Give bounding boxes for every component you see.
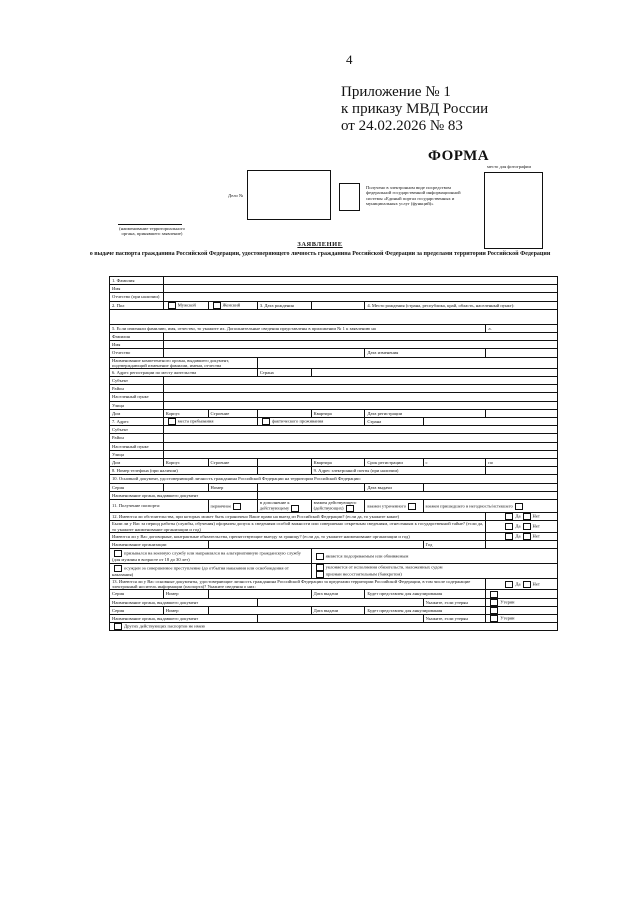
pass1-status-label: Будет представлен для аннулирования [365,590,486,598]
old-patronymic-label: Отчество [110,349,164,357]
dob-input[interactable] [311,301,365,309]
epgu-note: Получено в электронном виде посредством федеральной государственной информационной системы «Единый портал государственных и муниципальных услуг (функций)» [366,185,461,207]
purpose-unused-checkbox[interactable] [408,503,416,510]
patronymic-input[interactable] [163,293,557,301]
purpose-first: первичное [210,503,232,509]
secret-no-checkbox[interactable] [523,523,531,530]
change-date-label: Дата изменения [365,349,486,357]
stay-district-input[interactable] [163,434,557,442]
actual-option: фактического проживания [271,418,324,424]
photo-placeholder [484,172,543,249]
form-label: ФОРМА [428,148,490,164]
stay-subject-label: Субъект [110,426,164,434]
stay-street-row [110,450,558,458]
passports-label: 13. Имеются ли у Вас основные документы, удостоверяющие личность гражданина Российской Федерации за пределами территории Российской Федерации, в том числе содержащие электронный носитель информации (паспорта)? Укажите сведения о них: [110,579,486,590]
pass1-lost-checkbox[interactable] [490,599,498,606]
id-date-label: Дата выдачи [365,483,423,491]
reg-to-label: по [486,458,558,466]
female-label: Женский [222,302,241,308]
surname-label: 1. Фамилия [110,277,164,285]
res-subject-input[interactable] [163,377,557,385]
pass1-lost-q: Укажите, если утерян [423,598,486,606]
change-date-input[interactable] [486,349,558,357]
stay-house-label: Дом [110,458,164,466]
pass1-row [110,590,558,598]
registration-stamp-box [247,170,331,220]
secret-yes-checkbox[interactable] [505,523,513,530]
id-issuer-label: Наименование органа, выдавшего документ [110,491,258,499]
id-issuer-row [110,491,558,499]
epgu-checkbox[interactable] [339,183,360,211]
evasion-label: уклоняется от исполнения обязательств, наложенных судом [325,564,443,570]
pass2-number-input[interactable] [208,606,311,614]
page-number: 4 [346,52,353,67]
purpose-expired: взамен пришедшего в негодность/истекшего [425,503,513,509]
res-regdate-label: Дата регистрации [365,409,486,417]
residence-country-label: Страна [257,368,311,376]
stay-building-input[interactable] [257,458,311,466]
name-label: Имя [110,285,164,293]
sex-label: 2. Пол [110,301,164,309]
pass1-number-input[interactable] [208,590,311,598]
male-checkbox[interactable] [168,302,176,309]
surname-row [110,277,558,285]
organ-line [118,224,182,225]
contract-row [110,532,558,540]
res-street-row [110,401,558,409]
old-surname-label: Фамилия [110,332,164,340]
appendix-line-3: от 24.02.2026 № 83 [341,118,463,134]
contract-no-checkbox[interactable] [523,533,531,540]
pass1-lost-label: Утерян [500,599,515,605]
patronymic-row [110,293,558,301]
old-patronymic-input[interactable] [163,349,365,357]
res-subject-row [110,377,558,385]
org-input[interactable] [208,540,423,548]
pass2-issuer-row [110,615,558,623]
appendix-heading [341,84,488,135]
stay-korpus-label: Корпус [163,458,208,466]
convicted-label: осужден за совершенное преступление (до отбытия наказания или освобождения от наказания) [112,565,289,577]
army-label: призывался на военную службу или направлялся на альтернативную гражданскую службу (для мужчин в возрасте от 18 до 30 лет) [112,550,301,562]
email-label: 9. Адрес электронной почты (при наличии) [311,467,486,475]
photo-label: место для фотографии [487,164,531,169]
appendix-line-2: к приказу МВД России [341,101,489,117]
id-date-input[interactable] [423,483,557,491]
application-title: ЗАЯВЛЕНИЕ [297,241,343,248]
res-house-label: Дом [110,409,164,417]
circumstances-row-1 [110,549,558,564]
secret-label: Были ли у Вас за период работы (службы, обучения) оформлен допуск к сведениям особой важности или совершенно секретным сведениям, отнесенным к государственной тайне? (если да, то укажите наименование организации и год) [110,521,486,532]
id-series-input[interactable] [163,483,208,491]
purpose-expired-checkbox[interactable] [515,503,523,510]
id-doc-row [110,475,558,483]
restrictions-row [110,513,558,521]
pass1-issuer-label: Наименование органа, выдавшего документ [110,598,258,606]
id-number-label: Номер [208,483,257,491]
pass2-row [110,606,558,614]
stay-subject-row [110,426,558,434]
name-change-row [110,324,558,332]
passports-no-checkbox[interactable] [523,581,531,588]
court-checkbox[interactable] [316,553,324,560]
org-row [110,540,558,548]
id-number-input[interactable] [257,483,365,491]
stay-country-input[interactable] [423,418,557,426]
pass1-status-checkbox[interactable] [490,591,498,598]
reg-period-label: Срок регистрации [365,458,423,466]
stay-district-label: Район [110,434,164,442]
stay-house-row [110,458,558,466]
stay-building-label: Строение [208,458,257,466]
pass1-issuer-input[interactable] [257,598,423,606]
pass2-issuer-input[interactable] [257,615,423,623]
passports-no: Нет [532,581,540,587]
purpose-lost: взамен действующего (действующих) [313,499,357,511]
passports-row [110,579,558,590]
restrictions-no-checkbox[interactable] [523,513,531,520]
pass2-status-label: Будет представлен для аннулирования [365,606,486,614]
no-other-row [110,623,558,631]
res-locality-label: Населенный пункт [110,393,164,401]
name-row [110,285,558,293]
purpose-replace: в дополнение к действующему [259,499,290,511]
phone-input[interactable] [257,467,311,475]
sex-row [110,301,558,309]
passports-yes-checkbox[interactable] [505,581,513,588]
phone-label: 8. Номер телефона (при наличии) [110,467,258,475]
pass2-lost-q: Укажите, если утерян [423,615,486,623]
purpose-replace-checkbox[interactable] [291,505,299,512]
dob-label: 3. Дата рождения [257,301,311,309]
stay-locality-label: Населенный пункт [110,442,164,450]
stay-flat-label: Квартира [311,458,365,466]
stay-district-row [110,434,558,442]
stay-street-label: Улица [110,450,164,458]
stay-street-input[interactable] [163,450,557,458]
pass2-series-label: Серия [110,606,164,614]
res-district-input[interactable] [163,385,557,393]
name-change-sheets: л. [486,324,558,332]
convicted-checkbox[interactable] [114,565,122,572]
residence-label: 6. Адрес регистрации по месту жительства [110,368,258,376]
old-surname-input[interactable] [163,332,557,340]
id-issuer-input[interactable] [257,491,557,499]
bankrupt-checkbox[interactable] [316,571,324,578]
court-label: является подозреваемым или обвиняемым [325,553,409,559]
res-district-label: Район [110,385,164,393]
contacts-row [110,467,558,475]
male-label: Мужской [177,302,196,308]
contract-yes: Да [515,533,521,539]
year-input[interactable] [486,540,558,548]
pass1-number-label: Номер [163,590,208,598]
passports-yes: Да [515,581,521,587]
pob-label: 4. Место рождения (страна, республика, край, область, населенный пункт): [365,301,558,309]
res-locality-row [110,393,558,401]
pass2-issuer-label: Наименование органа, выдавшего документ [110,615,258,623]
change-organ-label: Наименование компетентного органа, выдавшего документ, подтверждающий изменение фамилии, имени, отчества [110,357,258,368]
id-doc-fields-row [110,483,558,491]
actual-checkbox[interactable] [262,418,270,425]
res-regdate-input[interactable] [486,409,558,417]
stay-checkbox[interactable] [168,418,176,425]
res-house-row [110,409,558,417]
res-street-label: Улица [110,401,164,409]
purpose-lost-checkbox[interactable] [346,505,354,512]
stay-label: 7. Адрес [110,418,164,426]
pass2-number-label: Номер [163,606,208,614]
year-label: Год [423,540,486,548]
delo-label: Дело № [228,193,244,198]
purpose-label: 11. Получение паспорта: [110,499,209,512]
old-name-input[interactable] [163,341,557,349]
appendix-line-1: Приложение № 1 [341,84,451,100]
old-name-label: Имя [110,341,164,349]
restrictions-label: 12. Имеются ли обстоятельства, при которых может быть ограничено Ваше право на выезд из Российской Федерации? (если да, то укажите какие) [110,513,486,521]
res-korpus-label: Корпус [163,409,208,417]
stay-option: места пребывания [177,418,214,424]
contract-no: Нет [532,533,540,539]
residence-country-input[interactable] [311,368,557,376]
org-label: Наименование организации [110,540,209,548]
stay-row [110,418,558,426]
pass2-lost-checkbox[interactable] [490,615,498,622]
contract-yes-checkbox[interactable] [505,533,513,540]
name-input[interactable] [163,285,557,293]
pass2-status-checkbox[interactable] [490,607,498,614]
pass1-date-label: Дата выдачи [311,590,365,598]
residence-row [110,368,558,376]
change-organ-input[interactable] [257,357,557,368]
restrictions-no: Нет [532,513,540,519]
res-building-label: Строение [208,409,257,417]
pass1-series-label: Серия [110,590,164,598]
female-checkbox[interactable] [213,302,221,309]
res-subject-label: Субъект [110,377,164,385]
pass2-lost-label: Утерян [500,615,515,621]
bankrupt-label: признан несостоятельным (банкротом) [325,571,402,577]
stay-subject-input[interactable] [163,426,557,434]
organ-caption: (наименование территориального органа, принявшего заявление) [119,226,185,237]
stay-country-label: Страна [365,418,423,426]
email-input[interactable] [486,467,558,475]
id-series-label: Серия [110,483,164,491]
pob-row [110,309,558,324]
application-form [109,276,558,631]
circumstances-row-2 [110,564,558,579]
pass2-date-label: Дата выдачи [311,606,365,614]
res-locality-input[interactable] [163,393,557,401]
secret-no: Нет [532,523,540,529]
reg-from-label: с [423,458,486,466]
contract-label: Имеются ли у Вас договорные, контрактные обязательства, препятствующие выезду за границу? (если да, то укажите наименование организации и год) [110,532,486,540]
restrictions-yes-checkbox[interactable] [505,513,513,520]
id-doc-label: 10. Основной документ, удостоверяющий личность гражданина Российской Федерации на территории Российской Федерации: [110,475,558,483]
stay-locality-input[interactable] [163,442,557,450]
res-district-row [110,385,558,393]
evasion-checkbox[interactable] [316,564,324,571]
res-building-input[interactable] [257,409,311,417]
purpose-row [110,499,558,512]
pass1-issuer-row [110,598,558,606]
army-checkbox[interactable] [114,550,122,557]
purpose-first-checkbox[interactable] [233,503,241,510]
patronymic-label: Отчество (при наличии) [110,293,164,301]
old-name-row [110,341,558,349]
name-change-label: 5. Если изменяли фамилию, имя, отчество, то укажите их. Дополнительные сведения представлены в приложении № 1 к заявлению на [110,324,486,332]
old-patronymic-row [110,349,558,357]
application-subtitle: о выдаче паспорта гражданина Российской Федерации, удостоверяющего личность гражданина Российской Федерации за пределами территории Российской Федерации [89,251,551,257]
old-surname-row [110,332,558,340]
no-other-label: Других действующих паспортов не имею [124,623,206,629]
res-street-input[interactable] [163,401,557,409]
stay-locality-row [110,442,558,450]
restrictions-yes: Да [515,513,521,519]
purpose-unused: взамен утраченного [367,503,407,509]
secret-yes: Да [515,523,521,529]
change-organ-row [110,357,558,368]
pob-input[interactable] [110,309,558,324]
surname-input[interactable] [163,277,557,285]
secret-row [110,521,558,532]
res-flat-label: Квартира [311,409,365,417]
no-other-checkbox[interactable] [114,623,122,630]
